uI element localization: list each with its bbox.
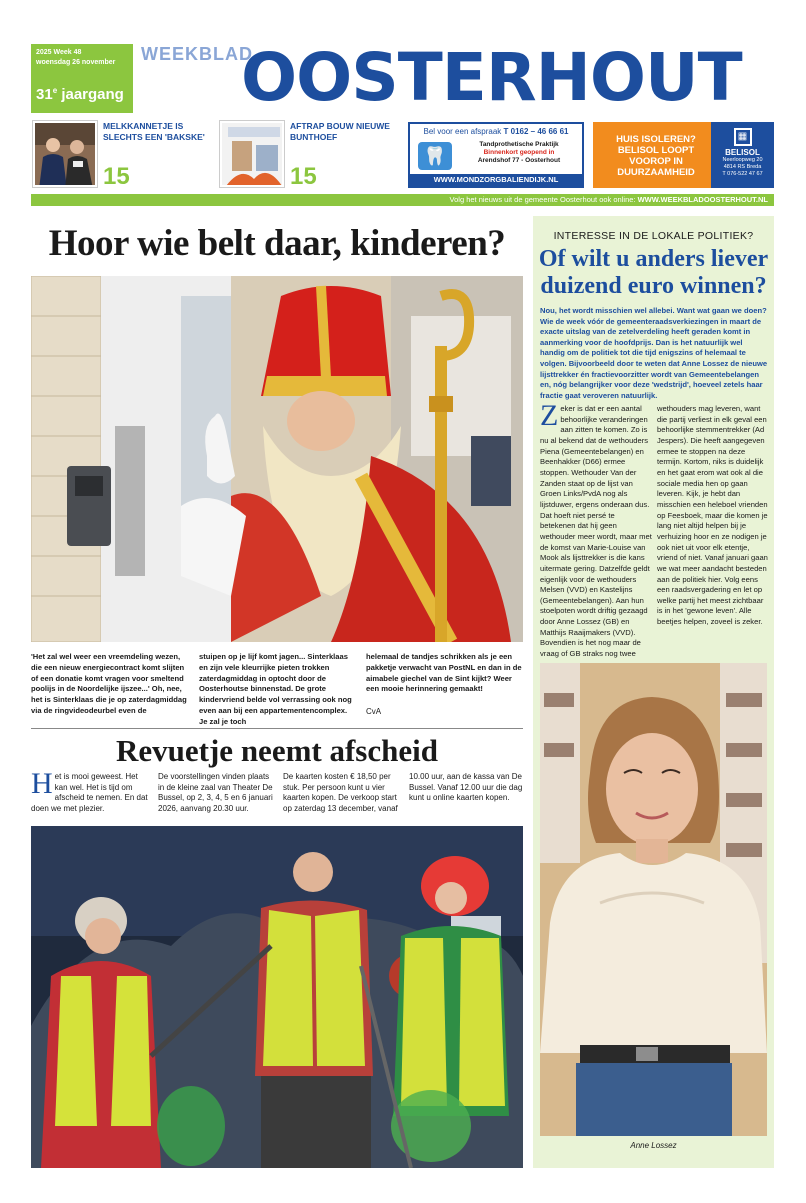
- jaargang: 31e jaargang: [36, 86, 124, 103]
- story2-col-3: De kaarten kosten € 18,50 per stuk. Per persoon kunt u vier kaarten kopen. De verkoop start op zaterdag 13 december, vanaf: [283, 772, 398, 813]
- tooth-icon: 🦷: [418, 142, 452, 170]
- revue-photo: [31, 826, 523, 1168]
- story2-col-4: 10.00 uur, aan de kassa van De Bussel. Vanaf 12.00 uur die dag kunt u online kaarten kopen.: [409, 772, 523, 802]
- teaser-title: MELKKANNETJE IS SLECHTS EEN 'BAKSKE': [103, 121, 205, 142]
- anne-lossez-photo: [540, 663, 767, 1136]
- section-divider: [31, 728, 523, 729]
- advert-belisol-text: HUIS ISOLEREN? BELISOL LOOPT VOOROP IN DUURZAAMHEID: [616, 134, 696, 178]
- issue-week: 2025 Week 48: [36, 49, 82, 56]
- advert-mondzorg[interactable]: [408, 122, 584, 188]
- caption-col-3: helemaal de tandjes schrikken als je een pakketje verwacht van PostNL en dan in de aimabele giechel van de Sint kijkt? Weer een mooie herinnering gemaakt!: [366, 652, 522, 694]
- dropcap: Z: [540, 399, 559, 432]
- sidebar-intro: Nou, het wordt misschien wel allebei. Want wat gaan we doen? Wie de week vóór de gemeenteraadsverkiezingen in maart de exacte uitslag van de zetelverdeling heeft geraden komt in aanmerking voor de hoofdprijs. Dan is het natuurlijk wel handig om de politiek tot die tijd enigszins of helemaal te volgen. Bijvoorbeeld door te weten dat Anne Lossez de nieuwe lijsttrekker én fractievoorzitter wordt van Gemeentebelangen en, nóg belangrijker voor deze 'wedstrijd', hoeveel zetels haar fractie gaat veroveren natuurlijk.: [540, 306, 768, 400]
- online-banner[interactable]: Volg het nieuws uit de gemeente Oosterhout ook online: WWW.WEEKBLADOOSTERHOUT.NL: [31, 194, 774, 206]
- advert-info: Tandprothetische Praktijk Binnenkort geopend in Arendshof 77 - Oosterhout: [477, 141, 561, 164]
- teaser-bunthoef[interactable]: [220, 121, 410, 191]
- dropcap: H: [31, 767, 53, 800]
- issue-info-box: [31, 44, 133, 113]
- sinterklaas-photo: [31, 276, 523, 642]
- sidebar-headline: Of wilt u anders liever duizend euro winnen?: [538, 246, 769, 299]
- sidebar-col-1: Zeker is dat er een aantal behoorlijke veranderingen aan zitten te komen. Zo is nu al bekend dat de wethouders Piena (Gemeentebelangen) en Beenhakker (D66) ermee stoppen. Wethouder Van der Zanden staat op de lijst van Groen Links/PvdA nog als lijstduwer, ergens onderaan dus. Dat hoeft niet persé te betekenen dat hij geen wethouder meer wordt, maar met de komst van Marie-Louise van Mook als lijsttrekker is die kans uitermate gering. Datzelfde geldt eigenlijk voor de wethouders Melsen (VVD) en Kastelijns (Gemeentebelangen). Aan hun stoelpoten wordt driftig gezaagd door Anne Lossez (GB) en Matthijs Raaijmakers (VVD). Bovendien is het nog maar de vraag of GB straks nog twee: [540, 399, 652, 659]
- sidebar-col-2: wethouders mag leveren, want die partij verliest in elk geval een behoorlijke stemmentrekker (Ad Jespers). Die heeft aangegeven ermee te stoppen na deze termijn. Kortom, niks is duidelijk en het gaat erom wat ook al die sociale media hen op gaan leveren. Kijk, je hebt dan misschien een heleboel vrienden op Feesboek, maar die komen je lang niet altijd helpen bij je verhuizing hoor en ze nodigen je ook niet uit voor elk etentje, vriend of niet. Vanaf januari gaan we wat meer aandacht besteden aan de politiek hier. Volg eens een raadsvergadering en let op welke partij het meest zichtbaar is in het 'gewone leven'. Alle beetjes helpen, zoveel is zeker.: [657, 404, 768, 627]
- teaser-page-number: 15: [103, 163, 130, 190]
- caption-col-2: stuipen op je lijf komt jagen... Sinterklaas en zijn vele kleurrijke pieten trokken zaterdagmiddag in optocht door de Oosterhoutse binnenstad. De grote kindervriend belde vol verrassing ook nog even aan bij een appartementencomplex. Je zal je toch: [199, 652, 352, 726]
- teaser-thumbnail-image: [220, 121, 284, 187]
- caption-col-1: 'Het zal wel weer een vreemdeling wezen, die een nieuw energiecontract komt slijten of een donatie komt vragen voor smeltend poolijs in de Noordelijke ijszee...' Oh, nee, het is Sinterklaas die je op zaterdagmiddag via de ringvideodeurbel even de: [31, 652, 187, 715]
- main-headline: Hoor wie belt daar, kinderen?: [48, 223, 506, 264]
- teaser-title: AFTRAP BOUW NIEUWE BUNTHOEF: [290, 121, 390, 142]
- brand-weekblad: WEEKBLAD: [141, 44, 253, 64]
- story2-col-2: De voorstellingen vinden plaats in de kleine zaal van Theater De Bussel, op 2, 3, 4, 5 en 6 januari 2026, aanvang 20.30 uur.: [158, 772, 273, 813]
- photo-credit: CvA: [366, 707, 382, 716]
- advert-belisol-side: ▦ BELISOL Neerloopweg 20 4814 RS Breda T 076-522 47 67: [711, 122, 774, 188]
- teaser-thumbnail-image: [33, 121, 97, 187]
- teaser-melkkannetje[interactable]: [33, 121, 223, 191]
- advert-url[interactable]: WWW.MONDZORGBALIENDIJK.NL: [410, 174, 582, 186]
- sidebar-kicker: INTERESSE IN DE LOKALE POLITIEK?: [553, 230, 754, 242]
- story2-col-1: Het is mooi geweest. Het kan wel. Het is tijd om afscheid te nemen. En dat doen we met plezier.: [31, 767, 148, 813]
- teaser-page-number: 15: [290, 163, 317, 190]
- photo-caption: Anne Lossez: [630, 1141, 677, 1150]
- second-headline: Revuetje neemt afscheid: [116, 733, 438, 768]
- window-icon: ▦: [734, 128, 752, 146]
- advert-belisol[interactable]: [593, 122, 774, 188]
- issue-date: woensdag 26 november: [36, 59, 116, 66]
- advert-call-line: Bel voor een afspraak T 0162 – 46 66 61: [423, 127, 569, 136]
- newspaper-title: OOSTERHOUT: [241, 39, 742, 116]
